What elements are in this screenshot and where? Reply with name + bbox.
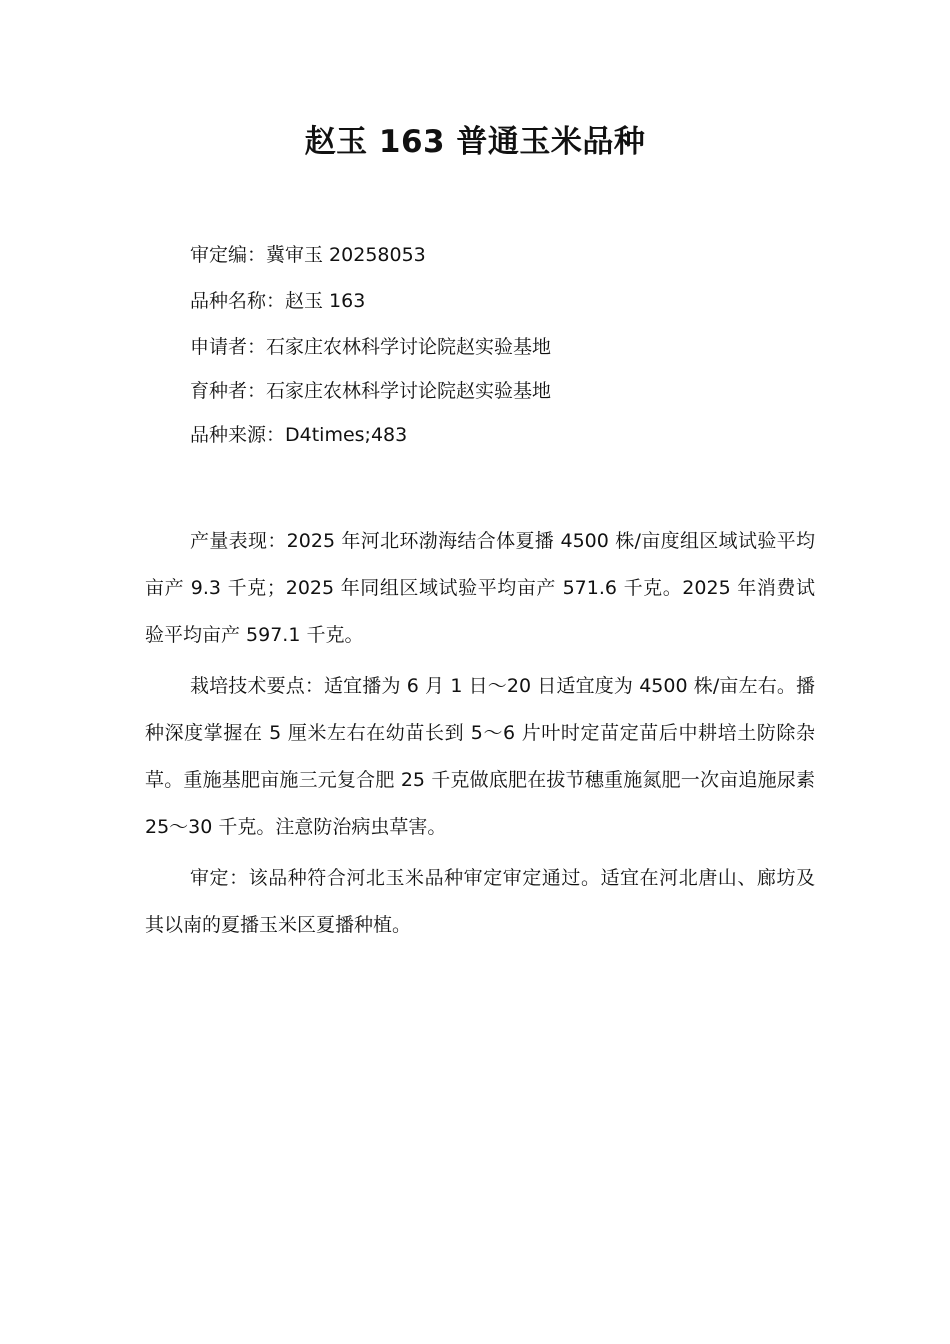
variety-source-line	[190, 418, 850, 464]
cultivation-points-paragraph: 栽培技术要点：适宜播为 6 月 1 日～20 日适宜度为 4500 株/亩左右。播种深度掌握在 5 厘米左右在幼苗长到 5～6 片叶时定苗定苗后中耕培土防除杂草。重施基肥亩施三元复合肥 25 千克做底肥在拔节穗重施氮肥一次亩追施尿素 25～30 千克。注意防治病虫草害。	[145, 675, 815, 838]
applicant-label: 申请者：	[190, 336, 267, 358]
variety-source-value: D4times;483	[285, 424, 408, 446]
breeder-label: 育种者：	[190, 380, 267, 402]
variety-name-line	[190, 284, 850, 330]
breeder-value: 石家庄农林科学讨论院赵实验基地	[266, 380, 552, 402]
approval-opinion-paragraph: 审定：该品种符合河北玉米品种审定审定通过。适宜在河北唐山、廊坊及其以南的夏播玉米区夏播种植。	[145, 867, 815, 936]
variety-source-label: 品种来源：	[190, 424, 286, 446]
applicant-value: 石家庄农林科学讨论院赵实验基地	[266, 336, 552, 358]
document-title: 赵玉 163 普通玉米品种	[304, 124, 646, 160]
breeder-line	[190, 374, 850, 418]
approval-number-label: 审定编：	[190, 244, 267, 266]
variety-name-label: 品种名称：	[190, 290, 286, 312]
yield-performance-paragraph: 产量表现：2025 年河北环渤海结合体夏播 4500 株/亩度组区域试验平均亩产 9.3 千克；2025 年同组区域试验平均亩产 571.6 千克。2025 年消费试验平均亩产 597.1 千克。	[145, 530, 815, 646]
variety-name-value: 赵玉 163	[285, 290, 366, 312]
approval-number-line	[190, 238, 850, 284]
approval-number-value: 冀审玉 20258053	[266, 244, 426, 266]
document-body	[145, 518, 815, 953]
variety-info-block	[190, 238, 850, 464]
applicant-line	[190, 330, 850, 374]
